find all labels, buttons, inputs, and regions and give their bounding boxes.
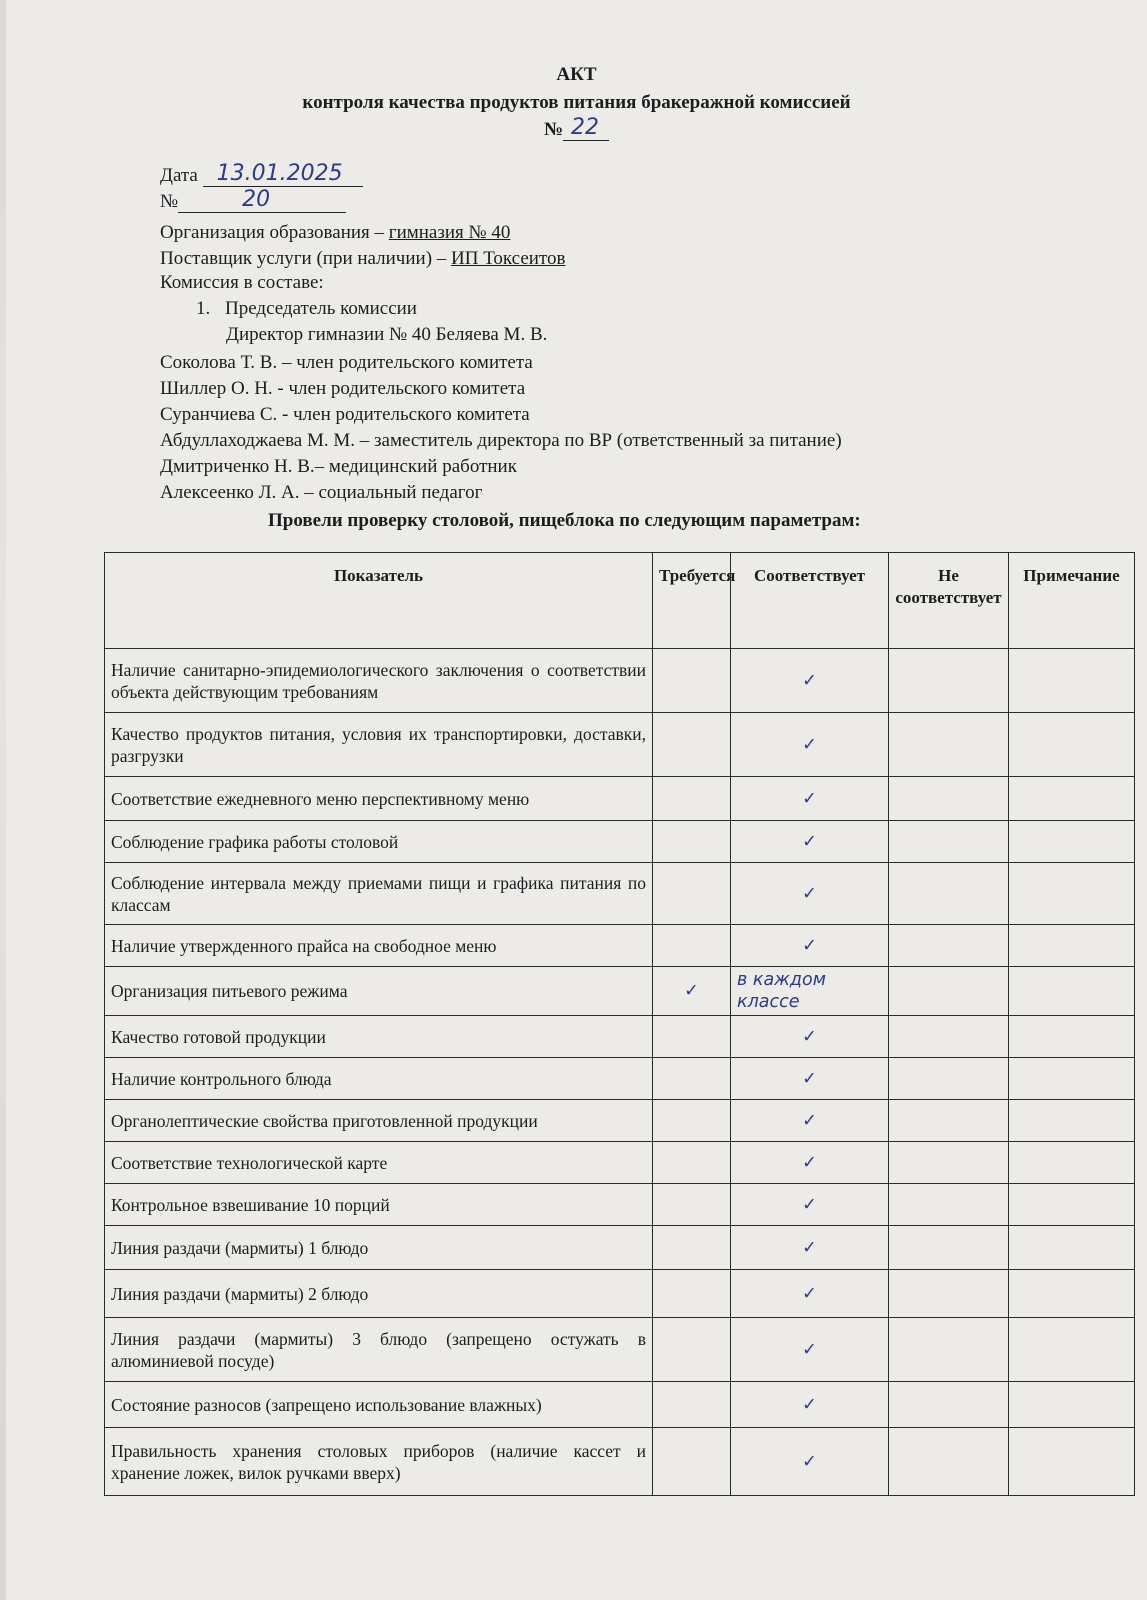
required-cell: [653, 1270, 731, 1318]
note-cell: [1009, 1270, 1135, 1318]
not-complies-cell: [889, 967, 1009, 1016]
date-line: [160, 161, 363, 187]
required-cell: [653, 1100, 731, 1142]
required-cell: [653, 649, 731, 713]
complies-cell: ✓: [731, 925, 889, 967]
indicator-cell: Органолептические свойства приготовленной продукции: [105, 1100, 653, 1142]
complies-cell: ✓: [731, 1270, 889, 1318]
required-cell: [653, 863, 731, 925]
not-complies-cell: [889, 1382, 1009, 1428]
not-complies-cell: [889, 863, 1009, 925]
table-header-row: [105, 553, 1135, 649]
table-row: [105, 967, 1135, 1016]
chair-name: Директор гимназии № 40 Беляева М. В.: [226, 324, 548, 345]
note-cell: [1009, 1142, 1135, 1184]
supplier-value: ИП Токсеитов: [451, 248, 566, 269]
required-cell: [653, 1058, 731, 1100]
document-page: [6, 0, 1147, 1600]
indicator-cell: Линия раздачи (мармиты) 3 блюдо (запрещено остужать в алюминиевой посуде): [105, 1318, 653, 1382]
table-row: [105, 1058, 1135, 1100]
table-row: [105, 1382, 1135, 1428]
indicator-cell: Линия раздачи (мармиты) 2 блюдо: [105, 1270, 653, 1318]
complies-cell: ✓: [731, 1184, 889, 1226]
not-complies-cell: [889, 1226, 1009, 1270]
not-complies-cell: [889, 713, 1009, 777]
act-number: [6, 115, 1147, 141]
chair-line: [196, 298, 417, 320]
note-cell: [1009, 1058, 1135, 1100]
complies-cell: ✓: [731, 649, 889, 713]
inspection-table: [104, 552, 1135, 1496]
commission-label: Комиссия в составе:: [160, 272, 324, 293]
indicator-cell: Линия раздачи (мармиты) 1 блюдо: [105, 1226, 653, 1270]
act-number-value: 22: [571, 115, 600, 140]
not-complies-cell: [889, 821, 1009, 863]
note-cell: [1009, 1184, 1135, 1226]
required-cell: [653, 1016, 731, 1058]
note-cell: [1009, 863, 1135, 925]
date-field: [203, 161, 363, 187]
note-cell: [1009, 821, 1135, 863]
header-note: Примечание: [1009, 553, 1135, 649]
required-cell: [653, 1226, 731, 1270]
indicator-cell: Соответствие ежедневного меню перспективному меню: [105, 777, 653, 821]
table-row: [105, 1270, 1135, 1318]
required-cell: [653, 1382, 731, 1428]
org-value: гимназия № 40: [388, 222, 511, 243]
table-row: [105, 1142, 1135, 1184]
required-cell: [653, 1184, 731, 1226]
complies-cell: ✓: [731, 1318, 889, 1382]
not-complies-cell: [889, 1318, 1009, 1382]
supplier-line: [160, 248, 565, 270]
table-row: [105, 777, 1135, 821]
note-cell: [1009, 1016, 1135, 1058]
date-value: 13.01.2025: [216, 161, 343, 186]
required-cell: ✓: [653, 967, 731, 1016]
no-value: 20: [242, 187, 271, 212]
indicator-cell: Состояние разносов (запрещено использование влажных): [105, 1382, 653, 1428]
indicator-cell: Соблюдение графика работы столовой: [105, 821, 653, 863]
required-cell: [653, 1318, 731, 1382]
required-cell: [653, 1142, 731, 1184]
not-complies-cell: [889, 1184, 1009, 1226]
org-label: Организация образования –: [160, 222, 389, 243]
required-cell: [653, 925, 731, 967]
indicator-cell: Качество продуктов питания, условия их транспортировки, доставки, разгрузки: [105, 713, 653, 777]
note-cell: [1009, 925, 1135, 967]
not-complies-cell: [889, 1428, 1009, 1496]
note-cell: [1009, 967, 1135, 1016]
header-indicator: Показатель: [105, 553, 653, 649]
act-title: АКТ: [556, 64, 597, 85]
complies-cell: ✓: [731, 1100, 889, 1142]
table-row: [105, 1318, 1135, 1382]
indicator-cell: Организация питьевого режима: [105, 967, 653, 1016]
not-complies-cell: [889, 925, 1009, 967]
act-number-label: №: [543, 119, 564, 140]
chair-title: Председатель комиссии: [225, 298, 417, 319]
complies-cell: ✓: [731, 1428, 889, 1496]
member-item: Суранчиева С. - член родительского комитета: [160, 404, 530, 425]
indicator-cell: Наличие контрольного блюда: [105, 1058, 653, 1100]
indicator-cell: Качество готовой продукции: [105, 1016, 653, 1058]
date-label: Дата: [160, 165, 198, 186]
indicator-cell: Наличие утвержденного прайса на свободное меню: [105, 925, 653, 967]
complies-cell: ✓: [731, 777, 889, 821]
not-complies-cell: [889, 1058, 1009, 1100]
note-cell: [1009, 713, 1135, 777]
member-item: Шиллер О. Н. - член родительского комитета: [160, 378, 526, 399]
complies-cell: ✓: [731, 1226, 889, 1270]
required-cell: [653, 1428, 731, 1496]
not-complies-cell: [889, 1270, 1009, 1318]
no-line: [160, 187, 346, 213]
member-item: Соколова Т. В. – член родительского комитета: [160, 352, 533, 373]
note-cell: [1009, 1382, 1135, 1428]
table-row: [105, 1226, 1135, 1270]
note-cell: [1009, 649, 1135, 713]
complies-cell: ✓: [731, 1058, 889, 1100]
indicator-cell: Правильность хранения столовых приборов (наличие кассет и хранение ложек, вилок ручками вверх): [105, 1428, 653, 1496]
indicator-cell: Контрольное взвешивание 10 порций: [105, 1184, 653, 1226]
complies-cell: ✓: [731, 863, 889, 925]
no-label: №: [160, 191, 179, 212]
not-complies-cell: [889, 1142, 1009, 1184]
table-row: [105, 863, 1135, 925]
table-row: [105, 713, 1135, 777]
required-cell: [653, 821, 731, 863]
not-complies-cell: [889, 1100, 1009, 1142]
indicator-cell: Соответствие технологической карте: [105, 1142, 653, 1184]
complies-cell: ✓: [731, 713, 889, 777]
member-item: Дмитриченко Н. В.– медицинский работник: [160, 456, 517, 477]
org-line: [160, 222, 510, 244]
complies-cell: ✓: [731, 1016, 889, 1058]
header-complies: Соответствует: [731, 553, 889, 649]
act-subtitle: контроля качества продуктов питания бракеражной комиссией: [302, 92, 851, 113]
complies-cell: ✓: [731, 821, 889, 863]
no-field: [178, 187, 346, 213]
required-cell: [653, 713, 731, 777]
not-complies-cell: [889, 1016, 1009, 1058]
table-row: [105, 1184, 1135, 1226]
member-item: Абдуллаходжаева М. М. – заместитель директора по ВР (ответственный за питание): [160, 430, 842, 451]
not-complies-cell: [889, 649, 1009, 713]
complies-cell: ✓: [731, 1382, 889, 1428]
note-cell: [1009, 1318, 1135, 1382]
note-cell: [1009, 1226, 1135, 1270]
table-row: [105, 925, 1135, 967]
member-item: Алексеенко Л. А. – социальный педагог: [160, 482, 483, 503]
indicator-cell: Наличие санитарно-эпидемиологического заключения о соответствии объекта действующим требованиям: [105, 649, 653, 713]
note-cell: [1009, 1100, 1135, 1142]
chair-num: 1.: [196, 298, 211, 319]
note-cell: [1009, 777, 1135, 821]
required-cell: [653, 777, 731, 821]
table-row: [105, 1100, 1135, 1142]
table-row: [105, 1428, 1135, 1496]
table-row: [105, 649, 1135, 713]
check-intro: Провели проверку столовой, пищеблока по следующим параметрам:: [268, 510, 861, 531]
supplier-label: Поставщик услуги (при наличии) –: [160, 248, 452, 269]
note-cell: [1009, 1428, 1135, 1496]
table-row: [105, 821, 1135, 863]
complies-cell: ✓: [731, 1142, 889, 1184]
indicator-cell: Соблюдение интервала между приемами пищи и графика питания по классам: [105, 863, 653, 925]
not-complies-cell: [889, 777, 1009, 821]
header-required: Требуется: [653, 553, 731, 649]
table-row: [105, 1016, 1135, 1058]
complies-handwritten-note: в каждом классе: [731, 967, 889, 1016]
act-number-line: [563, 115, 609, 141]
header-not-complies: Не соответствует: [889, 553, 1009, 649]
